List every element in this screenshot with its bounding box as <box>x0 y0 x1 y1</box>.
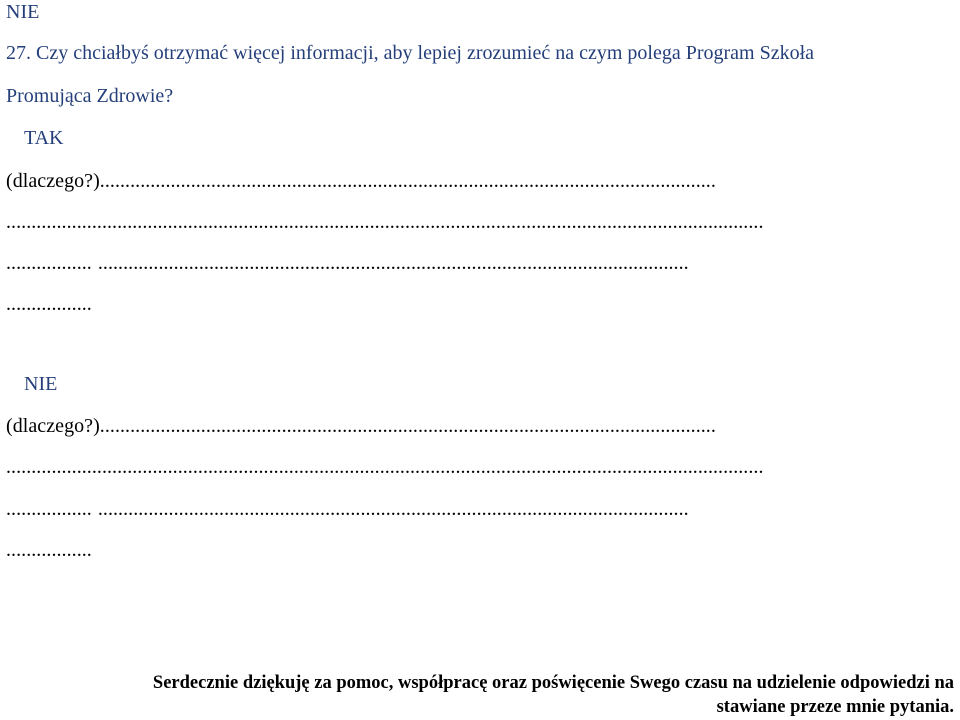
tak-dots-line-2-a: ................. <box>6 252 92 274</box>
thanks-message <box>14 671 954 719</box>
top-answer-nie: NIE <box>6 1 40 23</box>
tak-why-line: (dlaczego?).......................................................................................................................... <box>6 170 716 192</box>
nie-why-line: (dlaczego?).......................................................................................................................... <box>6 415 716 437</box>
nie-dots-line-2-b: ..................................................................................................................... <box>97 498 689 520</box>
question-line-1: 27. Czy chciałbyś otrzymać więcej informacji, aby lepiej zrozumieć na czym polega Program Szkoła <box>6 42 815 64</box>
nie-dots-line-2-a: ................. <box>6 498 92 520</box>
nie-dots-line-3: ................. <box>6 539 92 561</box>
question-line-2: Promująca Zdrowie? <box>6 85 174 107</box>
thanks-line-1: Serdecznie dziękuję za pomoc, współpracę oraz poświęcenie Swego czasu na udzielenie odpowiedzi na <box>152 673 954 693</box>
tak-dots-line-2 <box>6 251 954 275</box>
nie-dots-line-1: ...................................................................................................................................................... <box>6 456 764 478</box>
option-nie-label: NIE <box>24 373 58 395</box>
tak-dots-line-2-b: ..................................................................................................................... <box>97 252 689 274</box>
nie-dots-line-2 <box>6 497 954 521</box>
thanks-line-2: stawiane przeze mnie pytania. <box>716 697 954 717</box>
option-tak-label: TAK <box>24 127 64 149</box>
tak-dots-line-1: ...................................................................................................................................................... <box>6 211 764 233</box>
tak-dots-line-3: ................. <box>6 293 92 315</box>
